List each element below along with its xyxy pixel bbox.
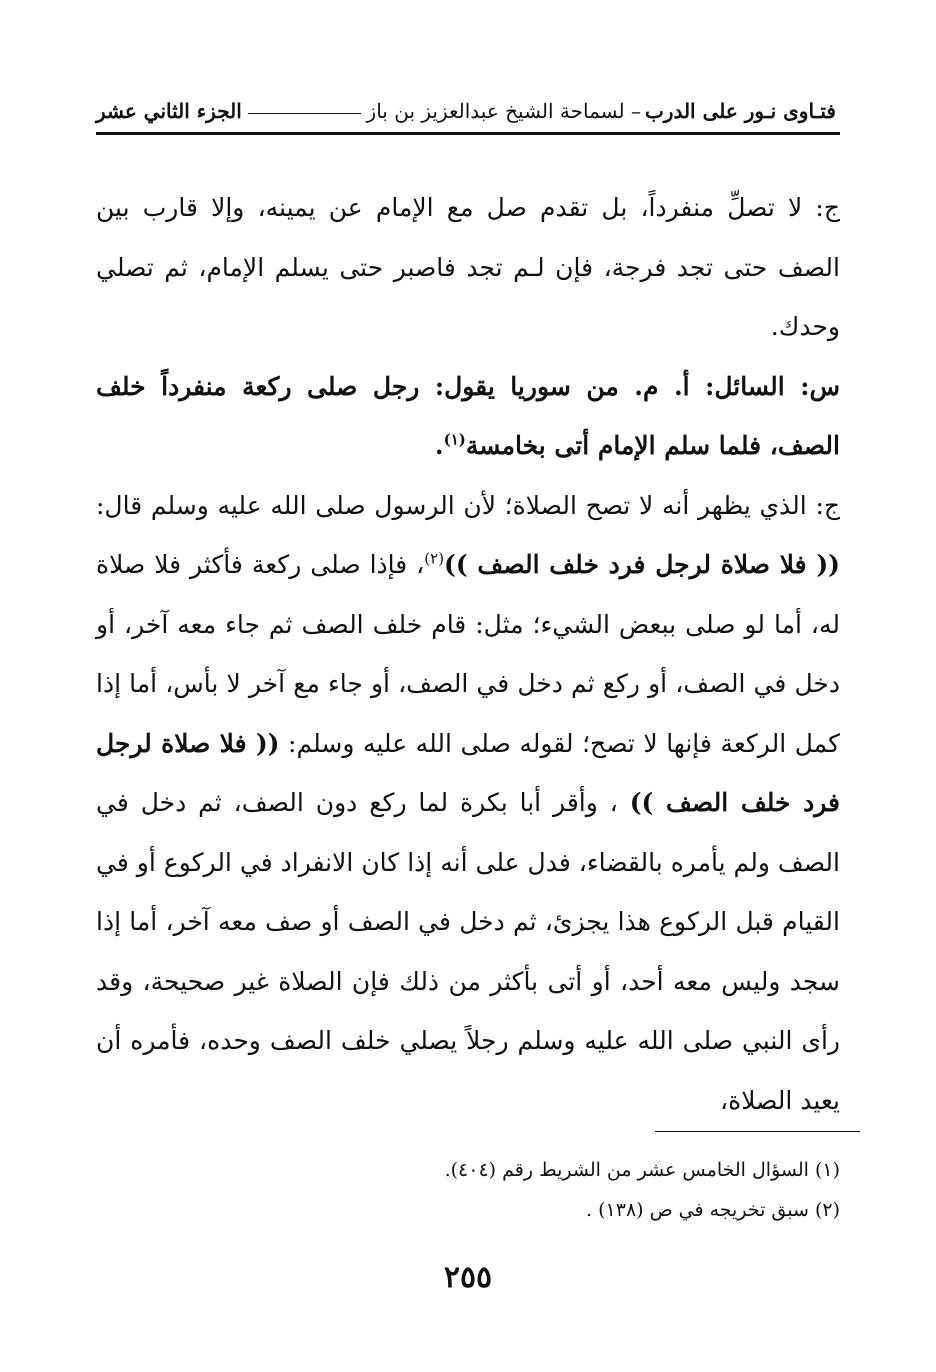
header-divider <box>96 132 840 135</box>
header-part: الجزء الثاني عشر <box>96 99 242 123</box>
footnote-ref-1: (١) <box>443 430 466 449</box>
question-text: س: السائل: أ. م. من سوريا يقول: رجل صلى ركعة منفرداً خلف الصف، فلما سلم الإمام أتى بخامسة <box>96 371 840 460</box>
footnote-ref-2: (٢) <box>424 549 445 568</box>
footnote-1: (١) السؤال الخامس عشر من الشريط رقم (٤٠٤). <box>444 1159 840 1181</box>
hadith-quote-1: (( فلا صلاة لرجل فرد خلف الصف )) <box>444 550 840 579</box>
answer2-text-2: ، فإذا صلى ركعة فأكثر فلا صلاة له، أما لو صلى ببعض الشيء؛ مثل: قام خلف الصف ثم جاء معه آخر، أو دخل في الصف، أو ركع ثم دخل في الصف، أو جاء مع آخر لا بأس، أما إذا كمل الركعة فإنها لا تصح؛ لقوله صلى الله عليه وسلم: <box>96 550 840 758</box>
answer-paragraph-1: ج: لا تصلِّ منفرداً، بل تقدم صل مع الإمام عن يمينه، وإلا قارب بين الصف حتى تجد فرجة، فإن لـم تجد فاصبر حتى يسلم الإمام، ثم تصلي وحدك. <box>96 193 840 341</box>
header-dash-rule <box>248 113 361 114</box>
header-author: – لسماحة الشيخ عبدالعزيز بن باز <box>366 99 641 123</box>
main-text <box>96 178 840 1130</box>
answer-paragraph-2 <box>96 476 840 1131</box>
answer2-text-3: ، وأقر أبا بكرة لما ركع دون الصف، ثم دخل في الصف ولم يأمره بالقضاء، فدل على أنه إذا كان الانفراد في الركوع أو في القيام قبل الركوع هذا يجزئ، ثم دخل في الصف أو صف معه آخر، أما إذا سجد وليس معه أحد، أو أتى بأكثر من ذلك فإن الصلاة غير صحيحة، وقد رأى النبي صلى الله عليه وسلم رجلاً يصلي خلف الصف وحده، فأمره أن يعيد الصلاة، <box>96 788 840 1115</box>
question-paragraph <box>96 357 840 476</box>
question-end: . <box>434 431 444 460</box>
running-header <box>96 96 836 126</box>
page-number: ٢٥٥ <box>443 1260 493 1295</box>
answer2-text-1: ج: الذي يظهر أنه لا تصح الصلاة؛ لأن الرسول صلى الله عليه وسلم قال: <box>96 490 840 520</box>
footnotes <box>96 1150 840 1230</box>
hadith-quote-2: (( فلا صلاة لرجل فرد خلف الصف )) <box>96 728 840 817</box>
footnote-2: (٢) سبق تخريجه في ص (١٣٨) . <box>586 1199 840 1221</box>
header-book-title: فتـاوى نـور على الدرب <box>644 99 836 123</box>
footnote-divider <box>655 1131 860 1132</box>
